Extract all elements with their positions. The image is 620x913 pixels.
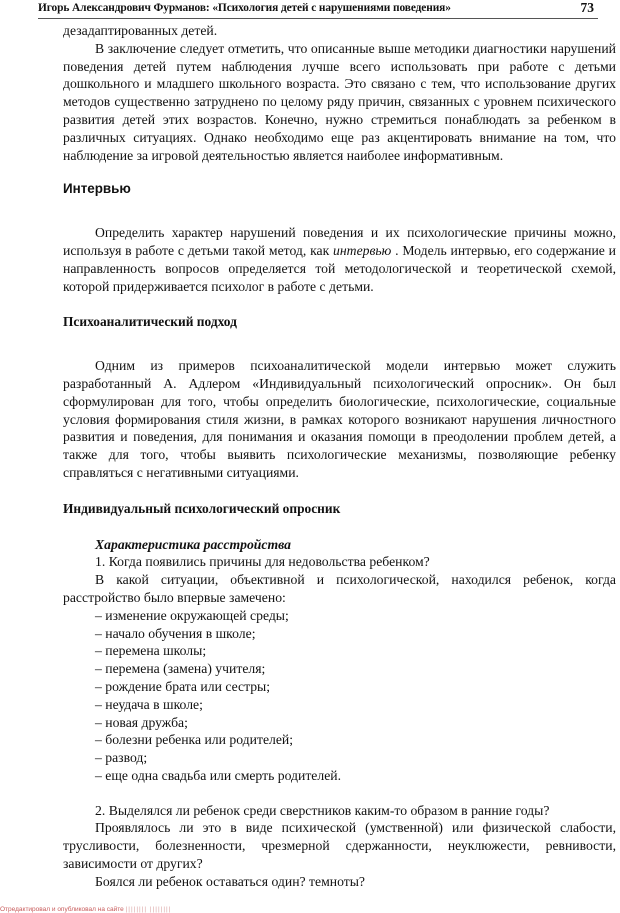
book-title: Игорь Александрович Фурманов: «Психология детей с нарушениями поведения» <box>38 2 451 14</box>
list-item: – перемена школы; <box>95 643 207 659</box>
subheading-characteristics: Характеристика расстройства <box>95 536 291 552</box>
section-heading-psychoanalytic: Психоаналитический подход <box>63 314 237 330</box>
page-footer <box>0 906 171 913</box>
section-heading-interview: Интервью <box>63 181 131 197</box>
list-item: – еще одна свадьба или смерть родителей. <box>95 767 342 783</box>
question: 2. Выделялся ли ребенок среди сверстников каким-то образом в ранние годы? <box>95 802 550 818</box>
section-heading-questionnaire: Индивидуальный психологический опросник <box>63 500 341 516</box>
paragraph: Одним из примеров психоаналитической модели интервью может служить разработанный А. Адлером «Индивидуальный психологический опросник». Он был сформулирован для того, чтобы определить биологические, психологические, социальные условия формирования стиля жизни, в рамках которого возникают нарушения личностного развития и поведения, для понимания и оказания помощи в преодолении проблем детей, а также для того, чтобы выявить психологические механизмы, позволяющие ребенку справляться с негативными ситуациями. <box>63 358 616 480</box>
list-item: – изменение окружающей среды; <box>95 607 289 623</box>
list-item: – болезни ребенка или родителей; <box>95 732 294 748</box>
footer-text: Отредактировал и опубликовал на сайте <box>0 906 124 913</box>
footer-barcode: |||||||| |||||||| <box>125 906 172 913</box>
paragraph <box>63 224 616 295</box>
paragraph: Боялся ли ребенок оставаться один? темноты? <box>95 873 365 889</box>
text-span: . Модель интервью, его содержание и направленность вопросов определяется той методологической и теоретической схемой, которой придерживается психолог в работе с детьми. <box>63 242 616 294</box>
paragraph: дезадаптированных детей. <box>63 23 218 38</box>
list-item: – перемена (замена) учителя; <box>95 661 266 677</box>
list-item: – новая дружба; <box>95 714 188 730</box>
page-body <box>63 22 616 891</box>
paragraph: В какой ситуации, объективной и психологической, находился ребенок, когда расстройство было впервые замечено: <box>63 572 616 605</box>
emphasis: интервью <box>333 242 392 258</box>
list <box>63 607 616 785</box>
paragraph: В заключение следует отметить, что описанные выше методики диагностики нарушений поведения детей путем наблюдения лучше всего использовать при работе с детьми дошкольного и младшего школьного возраста. Это связано с тем, что использование других методов существенно затруднено по целому ряду причин, связанных с уровнем психического развития детей этих возрастов. Конечно, нужно стремиться понаблюдать за ребенком в различных ситуациях. Однако необходимо еще раз акцентировать внимание на том, что наблюдение за игровой деятельностью является наиболее информативным. <box>63 40 616 163</box>
page-number: 73 <box>580 0 594 15</box>
list-item: – рождение брата или сестры; <box>95 678 271 694</box>
list-item: – начало обучения в школе; <box>95 625 256 641</box>
paragraph: Проявлялось ли это в виде психической (умственной) или физической слабости, трусливости, болезненности, чрезмерной сдержанности, неуклюжести, ревнивости, зависимости от других? <box>63 820 616 872</box>
list-item: – неудача в школе; <box>95 696 203 712</box>
text-span: Определить характер нарушений поведения и их психологические причины можно, используя в работе с детьми такой метод, как <box>63 225 616 258</box>
question: 1. Когда появились причины для недовольства ребенком? <box>95 554 430 570</box>
page-header <box>38 0 598 19</box>
list-item: – развод; <box>95 750 148 766</box>
